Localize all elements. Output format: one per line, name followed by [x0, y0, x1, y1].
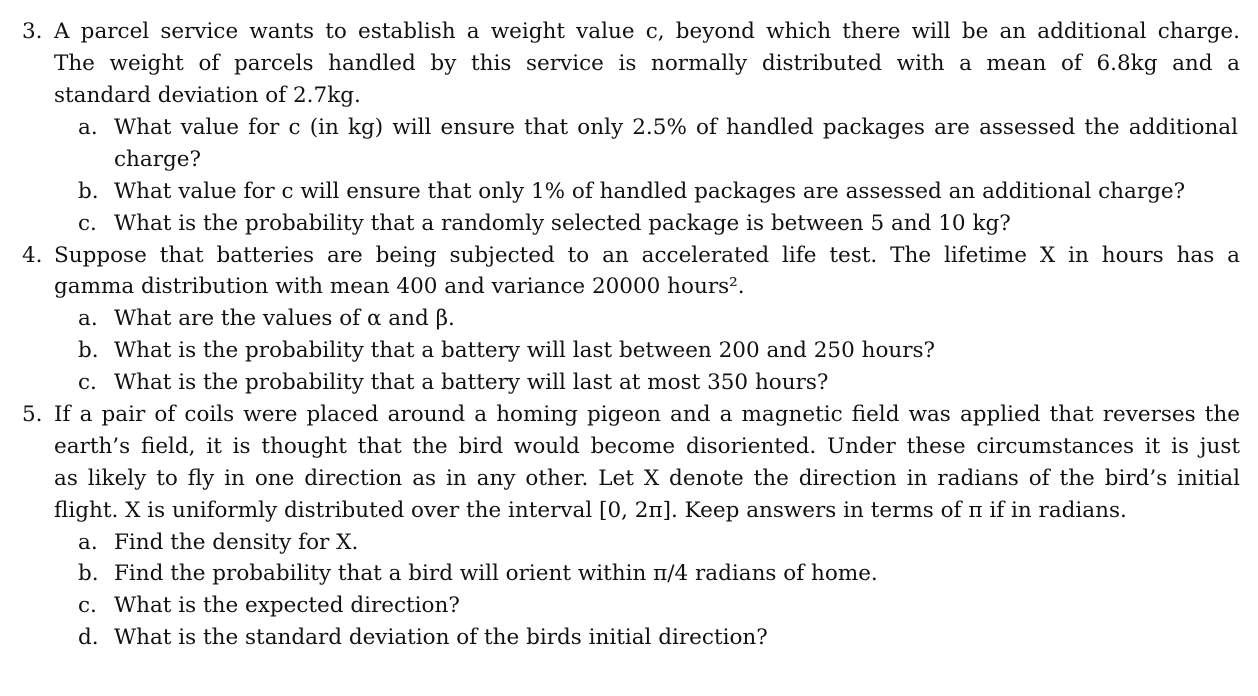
problem-3-stem-line-3: standard deviation of 2.7kg. [54, 83, 361, 108]
problem-5c: c. What is the expected direction? [0, 590, 1240, 622]
problem-3b-label: b. [78, 179, 99, 204]
problem-3-stem-line-1: 3. A parcel service wants to establish a weight value c, beyond which there will be an additional charge. [0, 16, 1240, 48]
problem-5-stem-line-2: earth’s field, it is thought that the bird would become disoriented. Under these circumstances it is just [54, 434, 1240, 459]
problem-3a-line-2: charge? [114, 147, 201, 172]
problem-5d-label: d. [78, 625, 99, 650]
problem-4b: b. What is the probability that a battery will last between 200 and 250 hours? [0, 335, 1240, 367]
problem-4b-label: b. [78, 338, 99, 363]
problem-5a-label: a. [78, 530, 98, 555]
problem-5b: b. Find the probability that a bird will orient within π/4 radians of home. [0, 558, 1240, 590]
problem-4a: a. What are the values of α and β. [0, 303, 1240, 335]
problem-4a-label: a. [78, 306, 98, 331]
problem-4c-label: c. [78, 370, 97, 395]
problem-4c: c. What is the probability that a battery will last at most 350 hours? [0, 367, 1240, 399]
problem-4-stem-line-1: 4. Suppose that batteries are being subjected to an accelerated life test. The lifetime X in hours has a [0, 240, 1240, 272]
problem-3a-label: a. [78, 115, 98, 140]
problem-5c-label: c. [78, 593, 97, 618]
problem-3c: c. What is the probability that a randomly selected package is between 5 and 10 kg? [0, 208, 1240, 240]
problem-4-stem-line-2: gamma distribution with mean 400 and variance 20000 hours². [54, 274, 745, 299]
problem-3c-label: c. [78, 211, 97, 236]
problem-5-stem-line-4: flight. X is uniformly distributed over the interval [0, 2π]. Keep answers in terms of π if in radians. [54, 498, 1127, 523]
problem-5d: d. What is the standard deviation of the birds initial direction? [0, 622, 1240, 654]
problem-5-stem-line-1: 5. If a pair of coils were placed around a homing pigeon and a magnetic field was applied that reverses the [0, 399, 1240, 431]
problem-3-number: 3. [22, 19, 43, 44]
problem-3b: b. What value for c will ensure that only 1% of handled packages are assessed an additional charge? [0, 176, 1240, 208]
problem-3-stem-line-2: The weight of parcels handled by this service is normally distributed with a mean of 6.8kg and a [54, 51, 1240, 76]
problem-3a-line-1: a. What value for c (in kg) will ensure that only 2.5% of handled packages are assessed the additional [0, 112, 1240, 144]
problem-5-stem-line-3: as likely to fly in one direction as in any other. Let X denote the direction in radians of the bird’s initial [54, 466, 1240, 491]
problem-4-number: 4. [22, 243, 43, 268]
problem-5b-label: b. [78, 561, 99, 586]
problem-5-number: 5. [22, 402, 43, 427]
problem-5a: a. Find the density for X. [0, 527, 1240, 559]
